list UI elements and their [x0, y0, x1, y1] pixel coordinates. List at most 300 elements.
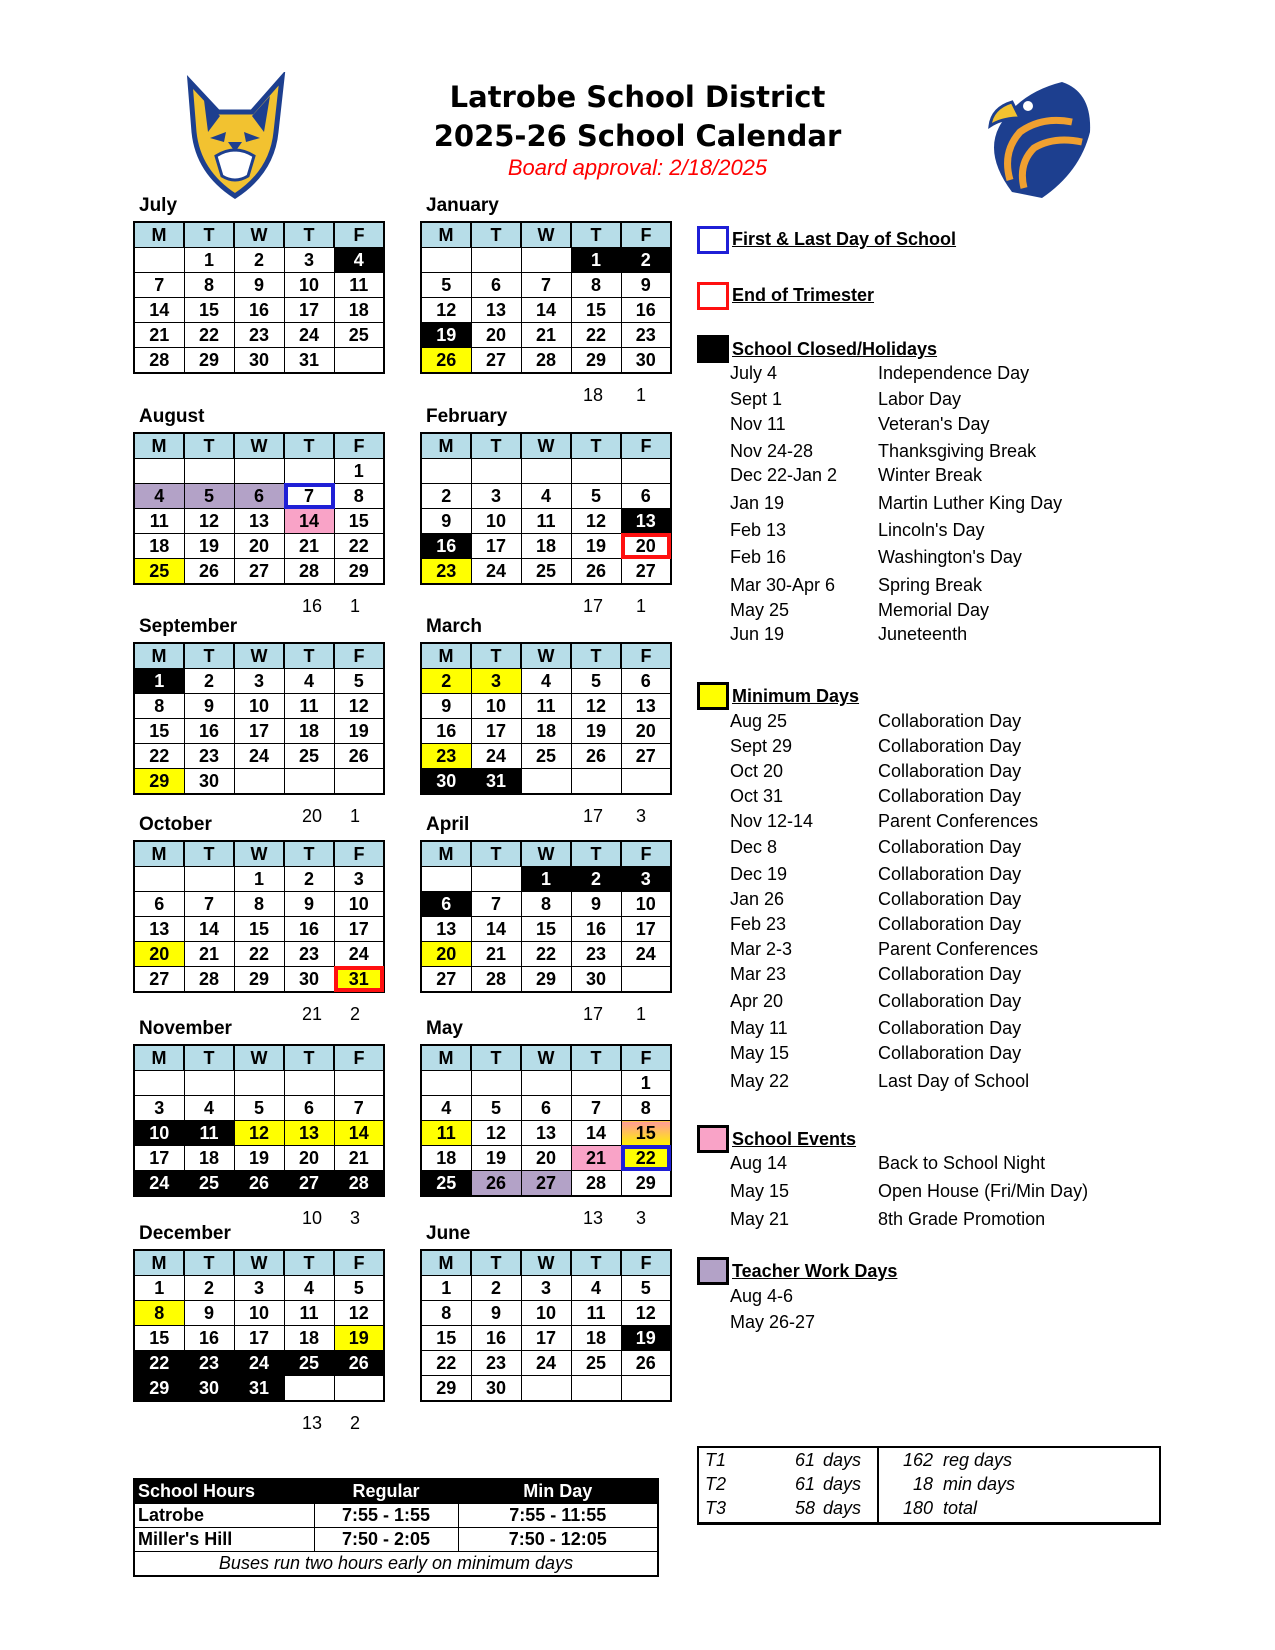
empty-cell — [521, 769, 571, 795]
day-cell: 1 — [134, 669, 184, 694]
weekday-header: T — [184, 841, 234, 867]
day-cell: 17 — [521, 1326, 571, 1351]
day-cell: 6 — [621, 669, 671, 694]
day-cell: 16 — [421, 719, 471, 744]
legend-date: Oct 31 — [730, 786, 784, 806]
minimum-day-count: 3 — [636, 1208, 647, 1228]
minimum-day-count: 2 — [350, 1413, 361, 1433]
day-cell: 5 — [471, 1096, 521, 1121]
day-cell: 11 — [571, 1301, 621, 1326]
week-row — [421, 942, 671, 967]
day-cell: 1 — [621, 1071, 671, 1096]
day-cell: 27 — [134, 967, 184, 993]
empty-cell — [184, 867, 234, 892]
legend-date: May 11 — [730, 1018, 788, 1038]
week-row — [134, 1376, 384, 1402]
school-name: Latrobe — [134, 1504, 314, 1528]
empty-cell — [284, 1376, 334, 1402]
month-table — [420, 1044, 672, 1197]
legend-date: July 4 — [730, 363, 778, 383]
legend-description: Martin Luther King Day — [878, 493, 1063, 513]
trimester-summary — [697, 1446, 1161, 1525]
day-cell: 26 — [571, 744, 621, 769]
day-cell: 30 — [471, 1376, 521, 1402]
weekday-header: T — [284, 841, 334, 867]
weekday-header: M — [134, 841, 184, 867]
day-cell: 9 — [184, 694, 234, 719]
week-row — [134, 1326, 384, 1351]
day-cell: 24 — [521, 1351, 571, 1376]
regular-day-count: 16 — [302, 596, 323, 616]
day-cell: 29 — [521, 967, 571, 993]
month-table — [420, 1249, 672, 1402]
empty-cell — [284, 1071, 334, 1096]
legend-date: Jun 19 — [730, 624, 785, 644]
day-cell: 29 — [134, 1376, 184, 1402]
day-cell: 2 — [621, 248, 671, 273]
legend-description: Collaboration Day — [878, 889, 1022, 909]
empty-cell — [284, 769, 334, 795]
day-cell: 1 — [521, 867, 571, 892]
day-cell: 25 — [134, 559, 184, 585]
regular-day-count: 10 — [302, 1208, 323, 1228]
day-cell: 11 — [284, 694, 334, 719]
day-cell: 30 — [234, 348, 284, 374]
day-cell: 30 — [184, 769, 234, 795]
weekday-header: F — [621, 1045, 671, 1071]
weekday-header: T — [284, 1250, 334, 1276]
min-day-hours: 7:50 - 12:05 — [458, 1528, 658, 1552]
day-cell: 5 — [334, 669, 384, 694]
weekday-header: T — [284, 643, 334, 669]
day-cell: 1 — [134, 1276, 184, 1301]
day-cell: 30 — [571, 967, 621, 993]
day-cell: 25 — [571, 1351, 621, 1376]
trimester-days: 58 — [794, 1498, 815, 1518]
day-cell: 29 — [421, 1376, 471, 1402]
weekday-header: W — [234, 643, 284, 669]
day-cell: 7 — [284, 484, 334, 509]
day-cell: 14 — [134, 298, 184, 323]
empty-cell — [421, 459, 471, 484]
day-cell: 8 — [521, 892, 571, 917]
day-cell: 8 — [134, 1301, 184, 1326]
day-cell: 5 — [184, 484, 234, 509]
day-cell: 16 — [184, 1326, 234, 1351]
day-cell: 18 — [184, 1146, 234, 1171]
day-cell: 9 — [234, 273, 284, 298]
week-row — [134, 534, 384, 559]
legend-description: Collaboration Day — [878, 837, 1022, 857]
day-cell: 16 — [184, 719, 234, 744]
legend-description: Independence Day — [878, 363, 1030, 383]
weekday-header: W — [521, 1045, 571, 1071]
day-cell: 17 — [621, 917, 671, 942]
weekday-header: F — [334, 1250, 384, 1276]
day-cell: 7 — [184, 892, 234, 917]
legend-date: Dec 19 — [730, 864, 788, 884]
day-cell: 1 — [184, 248, 234, 273]
weekday-header: T — [471, 1250, 521, 1276]
day-cell: 27 — [621, 559, 671, 585]
closed-swatch — [697, 335, 729, 363]
day-cell: 12 — [334, 694, 384, 719]
month-name: February — [426, 406, 508, 427]
week-row — [421, 917, 671, 942]
day-cell: 25 — [284, 744, 334, 769]
week-row — [134, 1121, 384, 1146]
weekday-header-row — [421, 1045, 671, 1071]
week-row — [421, 1071, 671, 1096]
day-cell: 19 — [334, 719, 384, 744]
day-cell: 15 — [184, 298, 234, 323]
trimester-unit: days — [823, 1474, 862, 1494]
weekday-header-row — [421, 841, 671, 867]
weekday-header: F — [334, 643, 384, 669]
weekday-header: T — [471, 222, 521, 248]
weekday-header: W — [234, 841, 284, 867]
day-cell: 8 — [234, 892, 284, 917]
week-row — [134, 867, 384, 892]
day-cell: 3 — [234, 1276, 284, 1301]
legend-teacher-title: Teacher Work Days — [732, 1261, 898, 1281]
day-cell: 18 — [521, 534, 571, 559]
day-cell: 13 — [621, 694, 671, 719]
day-cell: 14 — [184, 917, 234, 942]
day-cell: 8 — [621, 1096, 671, 1121]
empty-cell — [421, 867, 471, 892]
day-cell: 3 — [234, 669, 284, 694]
trimester-days: 61 — [794, 1474, 815, 1494]
trimester-label: T3 — [705, 1498, 727, 1518]
day-cell: 19 — [571, 719, 621, 744]
day-cell: 4 — [521, 669, 571, 694]
month-name: June — [426, 1223, 471, 1244]
week-row — [134, 1276, 384, 1301]
day-cell: 6 — [234, 484, 284, 509]
day-cell: 22 — [621, 1146, 671, 1171]
empty-cell — [471, 867, 521, 892]
summary-divider — [877, 1448, 879, 1522]
weekday-header: M — [421, 1045, 471, 1071]
month-name: April — [426, 814, 470, 835]
week-row — [134, 273, 384, 298]
legend-description: Veteran's Day — [878, 414, 990, 434]
day-cell: 21 — [571, 1146, 621, 1171]
legend-description: Juneteenth — [878, 624, 968, 644]
day-cell: 23 — [621, 323, 671, 348]
week-row — [134, 967, 384, 993]
regular-day-count: 17 — [583, 596, 604, 616]
total-value: 180 — [902, 1498, 933, 1518]
day-cell: 20 — [134, 942, 184, 967]
empty-cell — [521, 248, 571, 273]
month-name: September — [139, 616, 238, 637]
weekday-header-row — [134, 1250, 384, 1276]
legend-date: May 15 — [730, 1181, 790, 1201]
day-cell: 23 — [184, 744, 234, 769]
weekday-header: T — [184, 643, 234, 669]
day-cell: 24 — [471, 559, 521, 585]
day-cell: 15 — [134, 719, 184, 744]
day-cell: 14 — [471, 917, 521, 942]
weekday-header: T — [571, 1045, 621, 1071]
legend-date: Sept 29 — [730, 736, 793, 756]
empty-cell — [134, 248, 184, 273]
weekday-header: T — [284, 222, 334, 248]
day-cell: 26 — [421, 348, 471, 374]
trimester-label: T2 — [705, 1474, 727, 1494]
empty-cell — [234, 459, 284, 484]
day-cell: 23 — [421, 744, 471, 769]
day-cell: 16 — [284, 917, 334, 942]
day-cell: 24 — [334, 942, 384, 967]
empty-cell — [334, 1071, 384, 1096]
day-cell: 4 — [521, 484, 571, 509]
legend-description: Memorial Day — [878, 600, 990, 620]
day-cell: 26 — [334, 744, 384, 769]
week-row — [421, 534, 671, 559]
day-cell: 24 — [284, 323, 334, 348]
regular-day-count: 17 — [583, 806, 604, 826]
month-table — [420, 840, 672, 993]
day-cell: 24 — [134, 1171, 184, 1197]
day-cell: 28 — [571, 1171, 621, 1197]
weekday-header-row — [134, 1045, 384, 1071]
day-cell: 4 — [571, 1276, 621, 1301]
legend-closed-title: School Closed/Holidays — [732, 339, 938, 359]
day-cell: 29 — [334, 559, 384, 585]
legend-date: Aug 4-6 — [730, 1286, 794, 1306]
day-cell: 3 — [471, 484, 521, 509]
week-row — [134, 669, 384, 694]
day-cell: 9 — [571, 892, 621, 917]
day-cell: 26 — [571, 559, 621, 585]
calendar-title: 2025-26 School Calendar — [433, 119, 842, 153]
week-row — [421, 769, 671, 795]
day-cell: 10 — [234, 1301, 284, 1326]
weekday-header: M — [421, 643, 471, 669]
weekday-header-row — [134, 841, 384, 867]
week-row — [134, 892, 384, 917]
hours-row — [134, 1504, 658, 1528]
day-cell: 7 — [571, 1096, 621, 1121]
day-cell: 2 — [184, 1276, 234, 1301]
legend-date: May 15 — [730, 1043, 790, 1063]
day-cell: 17 — [134, 1146, 184, 1171]
legend-date: Feb 23 — [730, 914, 787, 934]
legend-date: May 21 — [730, 1209, 790, 1229]
month-name: May — [426, 1018, 463, 1039]
day-cell: 12 — [334, 1301, 384, 1326]
week-row — [421, 744, 671, 769]
legend-description: Collaboration Day — [878, 786, 1022, 806]
day-cell: 20 — [621, 534, 671, 559]
hours-header: Min Day — [458, 1479, 658, 1504]
weekday-header-row — [421, 433, 671, 459]
day-cell: 17 — [471, 534, 521, 559]
weekday-header: W — [521, 643, 571, 669]
day-cell: 5 — [621, 1276, 671, 1301]
month-name: March — [426, 616, 482, 637]
day-cell: 21 — [334, 1146, 384, 1171]
day-cell: 4 — [334, 248, 384, 273]
day-cell: 14 — [571, 1121, 621, 1146]
day-cell: 19 — [471, 1146, 521, 1171]
empty-cell — [134, 1071, 184, 1096]
weekday-header: F — [621, 222, 671, 248]
day-cell: 30 — [421, 769, 471, 795]
day-cell: 19 — [184, 534, 234, 559]
empty-cell — [134, 867, 184, 892]
week-row — [134, 323, 384, 348]
weekday-header: M — [134, 1045, 184, 1071]
month-name: January — [426, 195, 499, 216]
legend-date: Oct 20 — [730, 761, 784, 781]
day-cell: 11 — [184, 1121, 234, 1146]
day-cell: 28 — [334, 1171, 384, 1197]
week-row — [134, 942, 384, 967]
day-cell: 18 — [421, 1146, 471, 1171]
day-cell: 6 — [471, 273, 521, 298]
day-cell: 3 — [334, 867, 384, 892]
trimester-swatch — [697, 282, 729, 310]
weekday-header: W — [521, 841, 571, 867]
weekday-header: F — [621, 643, 671, 669]
min-day-hours: 7:55 - 11:55 — [458, 1504, 658, 1528]
legend-date: Mar 23 — [730, 964, 787, 984]
week-row — [134, 348, 384, 374]
empty-cell — [621, 459, 671, 484]
day-cell: 9 — [621, 273, 671, 298]
day-cell: 10 — [134, 1121, 184, 1146]
day-cell: 18 — [334, 298, 384, 323]
trimester-label: T1 — [705, 1450, 727, 1470]
day-cell: 6 — [521, 1096, 571, 1121]
legend-description: Collaboration Day — [878, 1018, 1022, 1038]
empty-cell — [234, 769, 284, 795]
empty-cell — [621, 1376, 671, 1402]
week-row — [134, 1351, 384, 1376]
day-cell: 15 — [234, 917, 284, 942]
regular-day-count: 20 — [302, 806, 323, 826]
week-row — [421, 484, 671, 509]
day-cell: 22 — [234, 942, 284, 967]
weekday-header: W — [234, 1045, 284, 1071]
day-cell: 17 — [471, 719, 521, 744]
empty-cell — [284, 459, 334, 484]
day-cell: 21 — [184, 942, 234, 967]
day-cell: 21 — [284, 534, 334, 559]
day-cell: 6 — [421, 892, 471, 917]
day-cell: 31 — [284, 348, 334, 374]
day-cell: 31 — [471, 769, 521, 795]
legend-date: Apr 20 — [730, 991, 784, 1011]
legend-date: Nov 12-14 — [730, 811, 814, 831]
day-cell: 5 — [421, 273, 471, 298]
week-row — [421, 298, 671, 323]
legend-date: Nov 11 — [730, 414, 786, 434]
day-cell: 28 — [284, 559, 334, 585]
weekday-header: M — [421, 1250, 471, 1276]
minimum-day-count: 1 — [350, 806, 361, 826]
day-cell: 23 — [184, 1351, 234, 1376]
weekday-header: M — [421, 222, 471, 248]
day-cell: 2 — [284, 867, 334, 892]
day-cell: 14 — [521, 298, 571, 323]
weekday-header: F — [334, 222, 384, 248]
week-row — [134, 1146, 384, 1171]
day-cell: 7 — [334, 1096, 384, 1121]
weekday-header-row — [421, 222, 671, 248]
day-cell: 7 — [521, 273, 571, 298]
day-cell: 22 — [134, 1351, 184, 1376]
legend-date: Aug 25 — [730, 711, 788, 731]
month-table — [420, 432, 672, 585]
day-cell: 24 — [234, 744, 284, 769]
minimum-day-count: 1 — [350, 596, 361, 616]
month-table — [133, 642, 385, 795]
week-row — [134, 459, 384, 484]
legend-date: Feb 16 — [730, 547, 787, 567]
school-name: Miller's Hill — [134, 1528, 314, 1552]
empty-cell — [521, 1071, 571, 1096]
teacher-swatch — [697, 1257, 729, 1285]
total-unit: total — [943, 1498, 978, 1518]
day-cell: 2 — [421, 484, 471, 509]
legend-date: May 22 — [730, 1071, 790, 1091]
day-cell: 16 — [571, 917, 621, 942]
weekday-header-row — [134, 433, 384, 459]
day-cell: 15 — [421, 1326, 471, 1351]
day-cell: 10 — [234, 694, 284, 719]
week-row — [421, 1276, 671, 1301]
week-row — [421, 669, 671, 694]
day-cell: 17 — [334, 917, 384, 942]
week-row — [421, 248, 671, 273]
day-cell: 2 — [234, 248, 284, 273]
legend-date: Nov 24-28 — [730, 441, 814, 461]
day-cell: 20 — [234, 534, 284, 559]
legend-description: Spring Break — [878, 575, 983, 595]
weekday-header: T — [284, 433, 334, 459]
day-cell: 3 — [471, 669, 521, 694]
week-row — [421, 559, 671, 585]
weekday-header: T — [571, 1250, 621, 1276]
hours-header: School Hours — [134, 1479, 314, 1504]
regular-day-count: 21 — [302, 1004, 323, 1024]
week-row — [421, 1121, 671, 1146]
weekday-header: M — [134, 222, 184, 248]
weekday-header: W — [521, 1250, 571, 1276]
legend-description: Collaboration Day — [878, 864, 1022, 884]
legend-description: Winter Break — [878, 465, 983, 485]
day-cell: 27 — [621, 744, 671, 769]
day-cell: 12 — [184, 509, 234, 534]
legend-date: May 26-27 — [730, 1312, 816, 1332]
day-cell: 16 — [471, 1326, 521, 1351]
day-cell: 26 — [234, 1171, 284, 1197]
week-row — [421, 1171, 671, 1197]
day-cell: 28 — [134, 348, 184, 374]
weekday-header: F — [334, 1045, 384, 1071]
month-table — [420, 221, 672, 374]
week-row — [421, 273, 671, 298]
empty-cell — [571, 1376, 621, 1402]
day-cell: 27 — [471, 348, 521, 374]
legend-description: 8th Grade Promotion — [878, 1209, 1046, 1229]
legend-description: Last Day of School — [878, 1071, 1030, 1091]
